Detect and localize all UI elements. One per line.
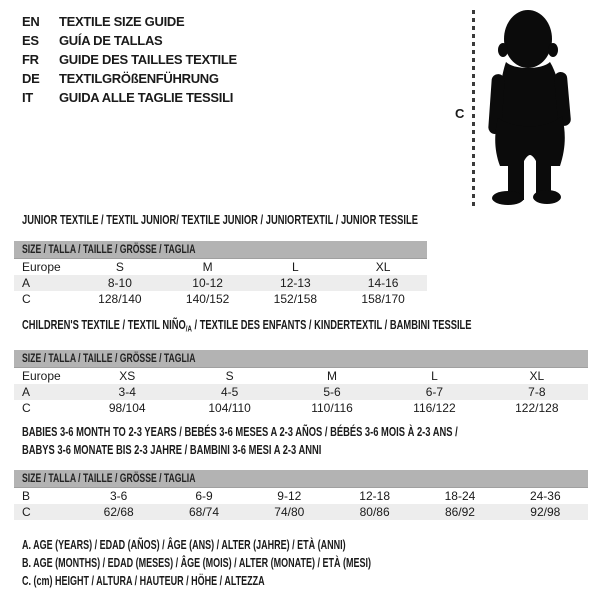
language-label: GUIDA ALLE TAGLIE TESSILI <box>59 90 234 105</box>
size-value-cell: 92/98 <box>530 505 561 519</box>
row-label-cell: C <box>22 401 31 415</box>
size-value-cell: 14-16 <box>367 276 399 290</box>
language-row <box>22 50 237 69</box>
size-table <box>14 470 588 520</box>
size-value-cell: 152/158 <box>273 292 318 306</box>
title-segment: / TEXTILE DES ENFANTS / KINDERTEXTIL / BAMBINI TESSILE <box>191 317 472 332</box>
footnote <box>22 572 507 590</box>
footnote-text: A. AGE (YEARS) / EDAD (AÑOS) / ÂGE (ANS) / ALTER (JAHRE) / ETÀ (ANNI) <box>22 538 346 552</box>
language-code: DE <box>22 71 40 86</box>
row-label-cell: C <box>22 292 31 306</box>
size-value-cell: 7-8 <box>528 385 546 399</box>
table-row <box>14 291 427 307</box>
language-code: EN <box>22 14 40 29</box>
language-code: ES <box>22 33 39 48</box>
table-row <box>14 504 588 520</box>
row-label-cell: Europe <box>22 369 61 383</box>
size-value-cell: 86/92 <box>444 505 475 519</box>
size-value-cell: 12-18 <box>359 489 390 503</box>
size-value-cell: 4-5 <box>220 385 239 399</box>
size-value-cell: 3-6 <box>109 489 128 503</box>
footnote <box>22 536 507 554</box>
size-section <box>14 316 600 416</box>
size-value-cell: 122/128 <box>515 401 559 415</box>
table-row <box>14 259 427 275</box>
language-row <box>22 12 237 31</box>
size-value-cell: 74/80 <box>274 505 305 519</box>
size-value-cell: 62/68 <box>103 505 134 519</box>
size-table <box>14 350 588 416</box>
table-header-bar-label: SIZE / TALLA / TAILLE / GRÖSSE / TAGLIA <box>22 242 196 256</box>
size-value-cell: 98/104 <box>108 401 146 415</box>
footnote <box>22 554 507 572</box>
section-title-line <box>22 317 472 333</box>
size-section <box>14 211 572 307</box>
table-header-bar <box>14 350 588 368</box>
section-title <box>22 316 600 334</box>
size-value-cell: 116/122 <box>413 401 456 415</box>
title-segment: CHILDREN'S TEXTILE / TEXTIL NIÑO <box>22 317 186 332</box>
table-header-bar-label: SIZE / TALLA / TAILLE / GRÖSSE / TAGLIA <box>22 351 196 365</box>
footnote-text: B. AGE (MONTHS) / EDAD (MESES) / ÂGE (MOIS) / ALTER (MONATE) / ETÀ (MESI) <box>22 556 371 570</box>
language-list <box>22 12 237 107</box>
size-value-cell: S <box>115 260 124 274</box>
size-value-cell: 9-12 <box>277 489 302 503</box>
size-value-cell: 104/110 <box>208 401 251 415</box>
size-value-cell: 68/74 <box>188 505 219 519</box>
size-value-cell: 5-6 <box>323 385 341 399</box>
section-title-line <box>22 442 321 458</box>
size-value-cell: M <box>327 369 338 383</box>
section-title <box>22 211 572 229</box>
size-value-cell: L <box>431 369 438 383</box>
title-segment: /A <box>185 323 192 334</box>
language-row <box>22 69 237 88</box>
table-row <box>14 488 588 504</box>
size-value-cell: 10-12 <box>192 276 223 290</box>
language-code: IT <box>22 90 33 105</box>
row-label-cell: C <box>22 505 31 519</box>
size-value-cell: 80/86 <box>359 505 390 519</box>
language-code: FR <box>22 52 39 67</box>
section-title-line <box>22 424 458 440</box>
size-value-cell: 6-9 <box>195 489 213 503</box>
toddler-silhouette-icon <box>486 8 574 208</box>
size-section <box>14 423 600 520</box>
legend <box>22 536 507 590</box>
size-value-cell: S <box>225 369 234 383</box>
language-label: GUÍA DE TALLAS <box>59 33 163 48</box>
footnote-text: C. (cm) HEIGHT / ALTURA / HAUTEUR / HÖHE / ALTEZZA <box>22 574 265 588</box>
size-value-cell: 12-13 <box>280 276 311 290</box>
language-label: TEXTILGRÖßENFÜHRUNG <box>59 71 219 86</box>
title-segment: BABIES 3-6 MONTH TO 2-3 YEARS / BEBÉS 3-6 MESES A 2-3 AÑOS / BÉBÉS 3-6 MOIS À 2-3 ANS / <box>22 424 458 439</box>
size-value-cell: 18-24 <box>444 489 476 503</box>
size-value-cell: 128/140 <box>98 292 142 306</box>
row-label-cell: B <box>22 489 31 503</box>
row-label-cell: A <box>22 385 31 399</box>
size-value-cell: 24-36 <box>529 489 561 503</box>
size-value-cell: XL <box>375 260 391 274</box>
table-header-bar-label: SIZE / TALLA / TAILLE / GRÖSSE / TAGLIA <box>22 471 196 485</box>
height-measure-line <box>472 10 475 208</box>
size-value-cell: XS <box>119 369 136 383</box>
size-value-cell: 110/116 <box>311 401 353 415</box>
size-value-cell: XL <box>529 369 545 383</box>
row-label-cell: Europe <box>22 260 61 274</box>
size-value-cell: 3-4 <box>118 385 136 399</box>
title-segment: JUNIOR TEXTILE / TEXTIL JUNIOR/ TEXTILE JUNIOR / JUNIORTEXTIL / JUNIOR TESSILE <box>22 212 418 227</box>
table-row <box>14 275 427 291</box>
section-title-line <box>22 212 418 228</box>
language-label: TEXTILE SIZE GUIDE <box>59 14 185 29</box>
table-row <box>14 400 588 416</box>
size-value-cell: 8-10 <box>107 276 132 290</box>
language-row <box>22 88 237 107</box>
language-row <box>22 31 237 50</box>
row-label-cell: A <box>22 276 31 290</box>
table-header-bar <box>14 241 427 259</box>
size-value-cell: M <box>202 260 213 274</box>
table-row <box>14 384 588 400</box>
section-title <box>22 423 600 459</box>
size-table <box>14 241 427 307</box>
size-value-cell: 140/152 <box>185 292 230 306</box>
title-segment: BABYS 3-6 MONATE BIS 2-3 JAHRE / BAMBINI 3-6 MESI A 2-3 ANNI <box>22 442 322 457</box>
language-label: GUIDE DES TAILLES TEXTILE <box>59 52 237 67</box>
height-measure-label: C <box>455 106 465 121</box>
table-header-bar <box>14 470 588 488</box>
size-value-cell: 158/170 <box>361 292 405 306</box>
table-row <box>14 368 588 384</box>
size-value-cell: 6-7 <box>425 385 444 399</box>
size-value-cell: L <box>292 260 299 274</box>
